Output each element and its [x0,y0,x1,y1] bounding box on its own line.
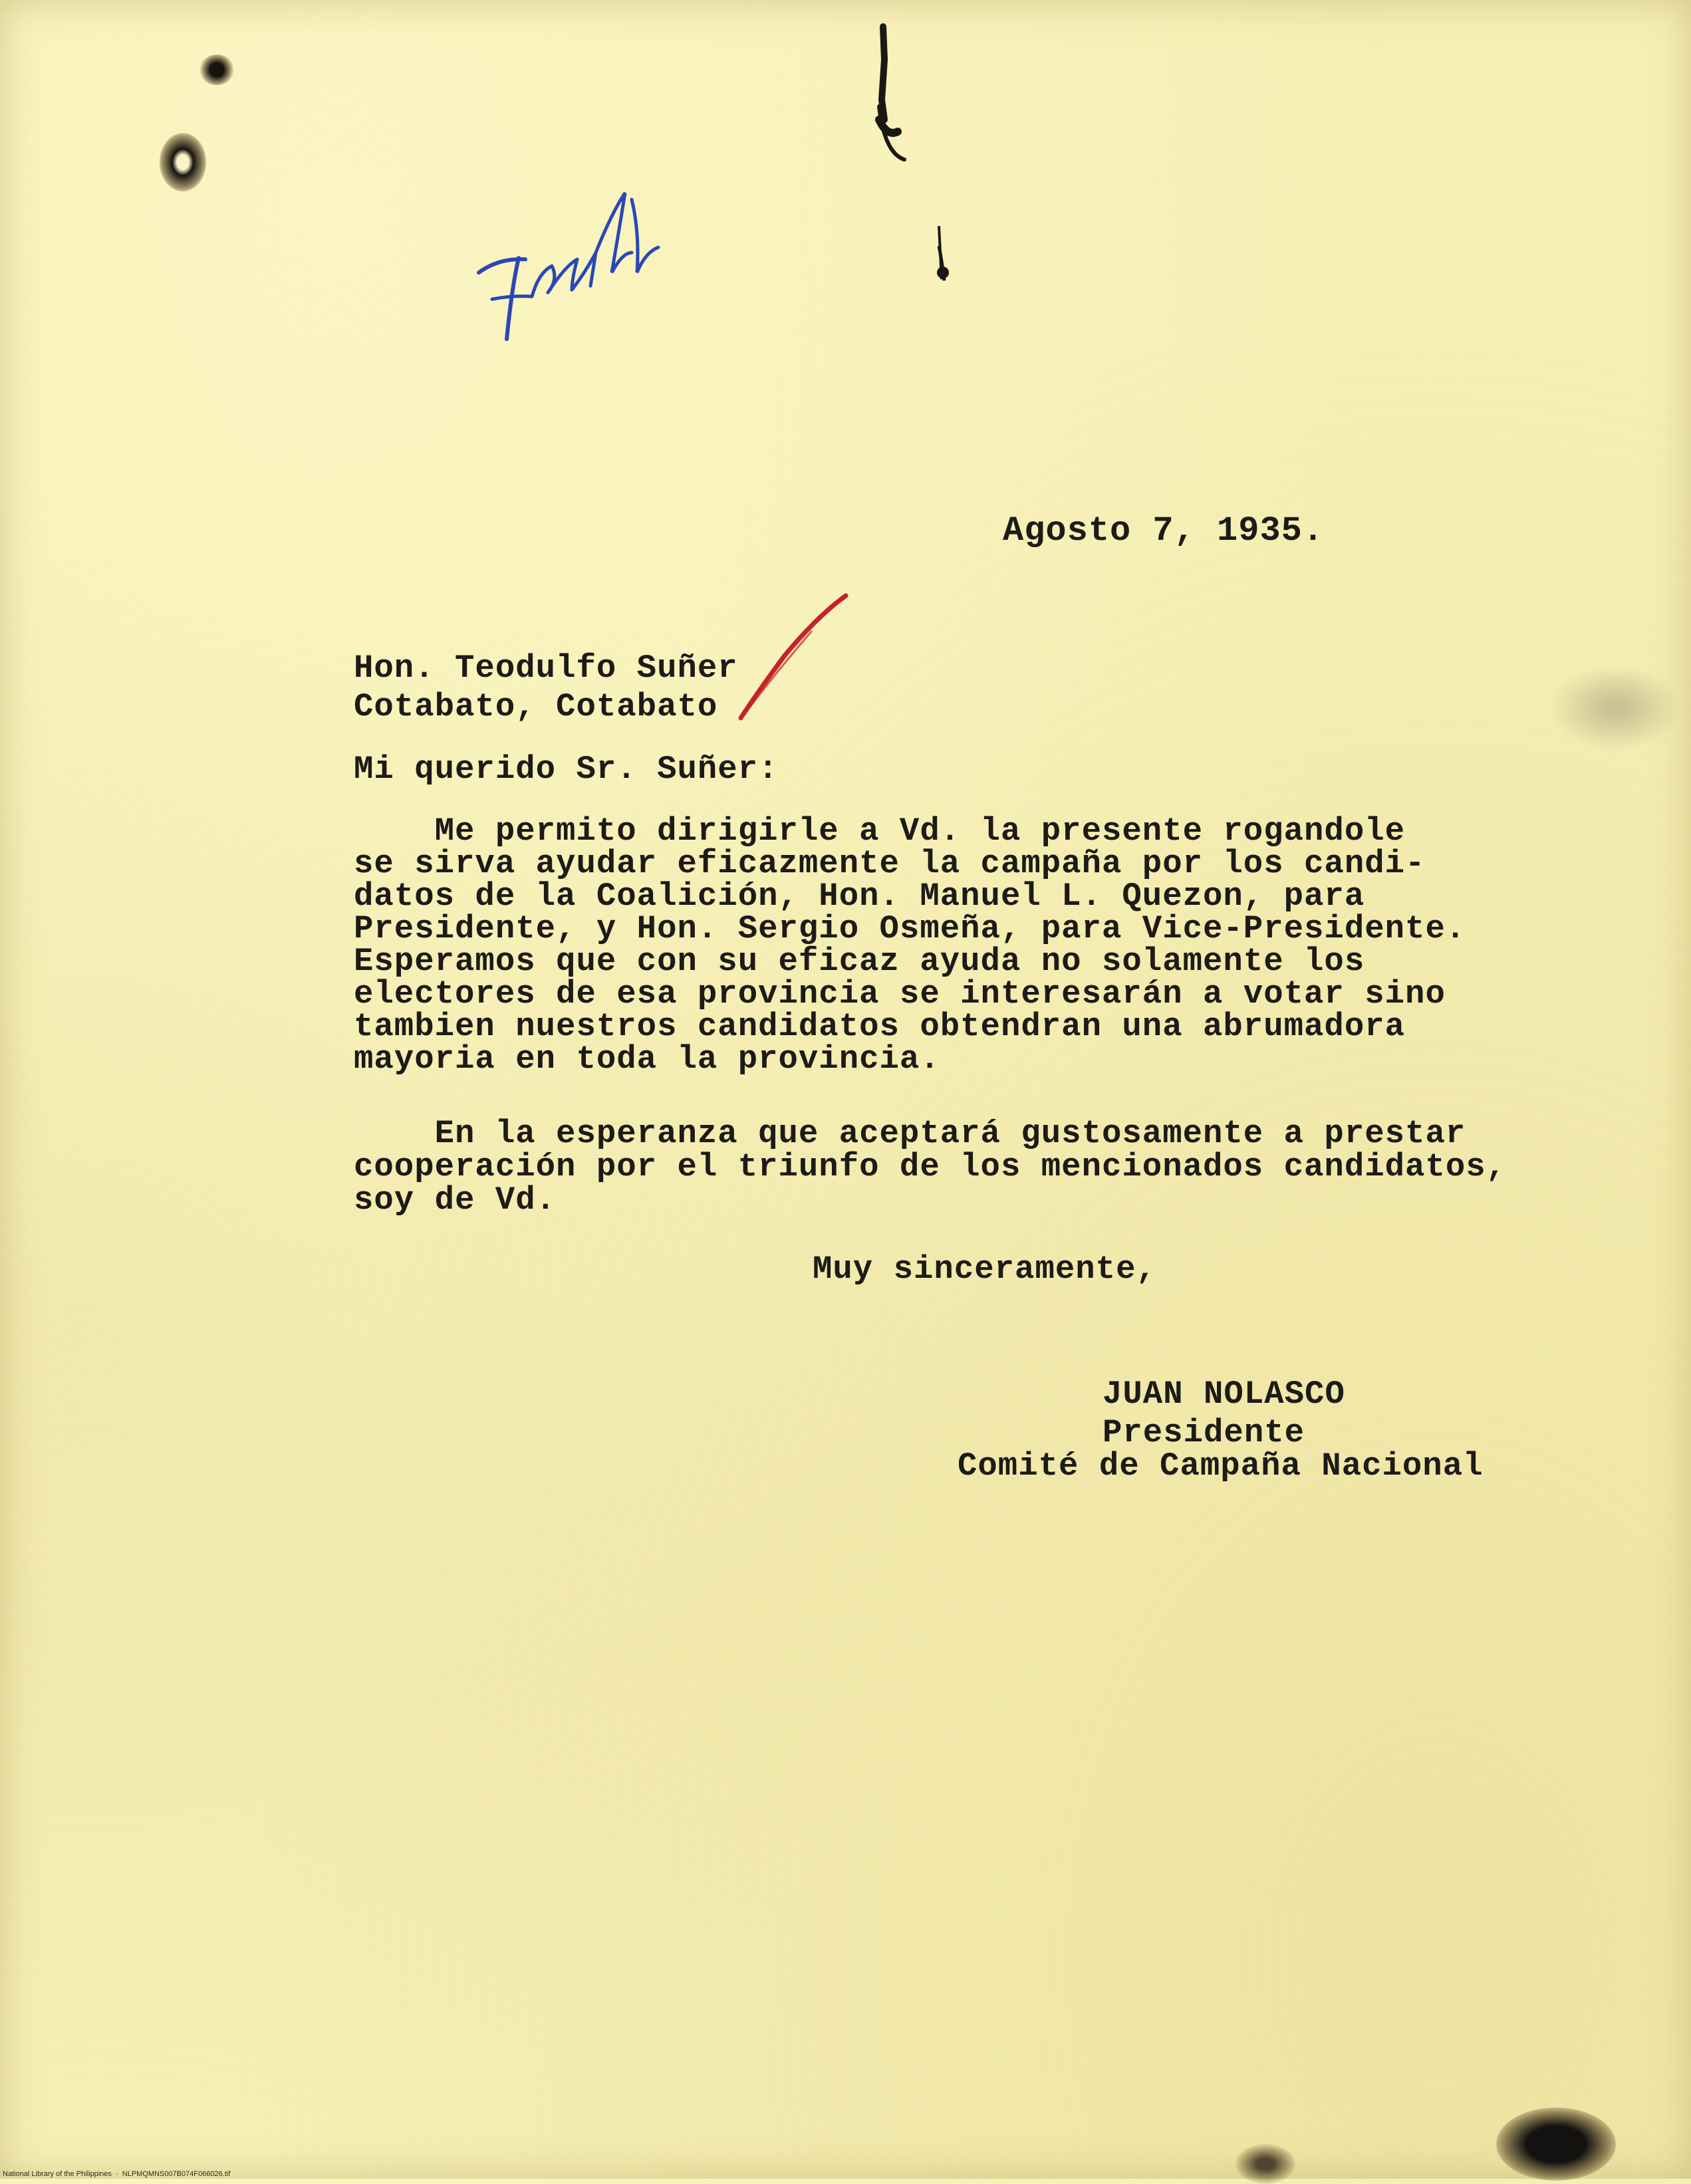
body-paragraph: En la esperanza que aceptará gustosamente a prestar cooperación por el triunfo de los mencionados candidatos, soy de Vd. [354,1115,1507,1219]
signatory-title: Presidente [1103,1414,1305,1451]
burn-hole [160,133,206,191]
signatory-name: JUAN NOLASCO [1103,1376,1345,1413]
red-pencil-check-mark [731,592,864,725]
signatory-organization: Comité de Campaña Nacional [958,1447,1484,1485]
letter-date: Agosto 7, 1935. [1003,511,1325,550]
salutation: Mi querido Sr. Suñer: [354,751,779,788]
burn-hole [1496,2108,1616,2181]
ink-smudge [1549,665,1682,751]
burn-stain [1236,2144,1295,2184]
closing: Muy sinceramente, [813,1251,1156,1288]
body-paragraph: Me permito dirigirle a Vd. la presente rogandole se sirva ayudar eficazmente la campaña por los candi- datos de la Coalición, Hon. Manuel L. Quezon, para Presidente, y Hon. Sergio Osmeña, para Vice-Presidente. Esperamos que con su eficaz ayuda no solamente los electores de esa provincia se interesarán a votar sino tambien nuestros candidatos obtendran una abrumadora mayoria en toda la provincia. [354,812,1466,1078]
recipient-name: Hon. Teodulfo Suñer [354,650,738,687]
burn-hole [199,55,234,85]
archive-footer: National Library of the Philippines · NLPMQMNS007B074F066026.tif [3,2170,231,2178]
handwritten-initials [465,173,665,352]
recipient-city: Cotabato, Cotabato [354,688,718,725]
staple-ink-mark [864,20,971,299]
